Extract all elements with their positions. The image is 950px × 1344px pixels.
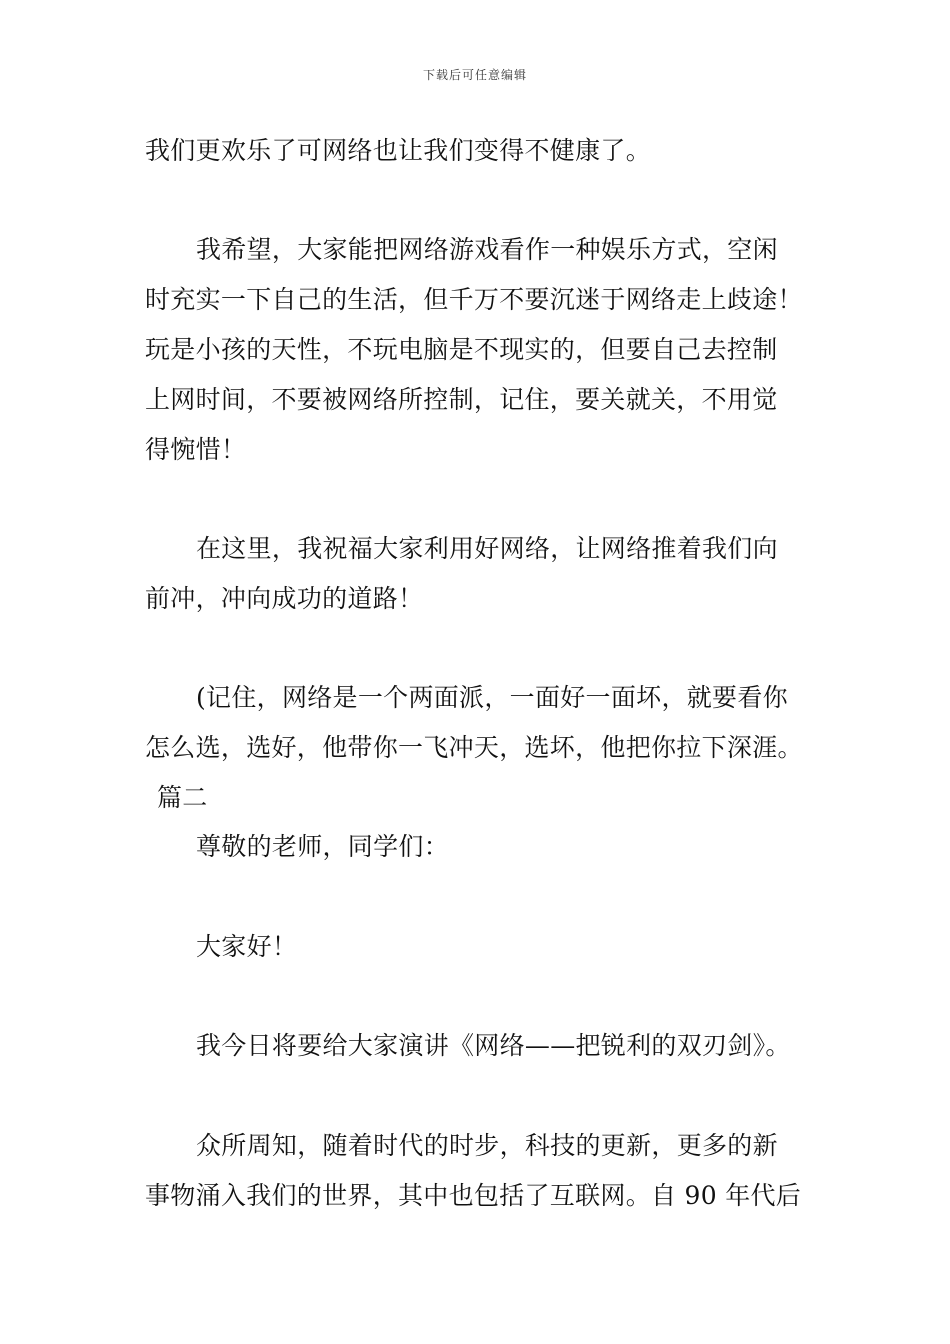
salutation: 尊敬的老师，同学们： xyxy=(196,832,450,861)
text-line: 上网时间，不要被网络所控制，记住，要关就关，不用觉 xyxy=(145,385,778,414)
greeting: 大家好！ xyxy=(196,932,298,961)
paragraph-start: (记住，网络是一个两面派，一面好一面坏，就要看你 xyxy=(196,683,788,712)
text-line: 前冲，冲向成功的道路！ xyxy=(145,584,424,613)
paragraph-start: 在这里，我祝福大家利用好网络，让网络推着我们向 xyxy=(196,534,778,563)
paragraph-start: 我今日将要给大家演讲《网络——把锐利的双刃剑》。 xyxy=(196,1031,791,1060)
page-header: 下载后可任意编辑 xyxy=(422,68,527,82)
text-line: 事物涌入我们的世界，其中也包括了互联网。自 90 年代后 xyxy=(145,1181,802,1210)
text-line: 怎么选，选好，他带你一飞冲天，选坏，他把你拉下深涯。 xyxy=(145,733,803,762)
paragraph-start: 众所周知，随着时代的时步，科技的更新，更多的新 xyxy=(196,1131,778,1160)
text-line: 我们更欢乐了可网络也让我们变得不健康了。 xyxy=(145,136,652,165)
text-line: 得惋惜！ xyxy=(145,435,247,464)
text-line: 时充实一下自己的生活，但千万不要沉迷于网络走上歧途！ xyxy=(145,285,803,314)
section-heading: 篇二 xyxy=(157,783,208,812)
text-line: 玩是小孩的天性，不玩电脑是不现实的，但要自己去控制 xyxy=(145,335,778,364)
paragraph-start: 我希望，大家能把网络游戏看作一种娱乐方式，空闲 xyxy=(196,235,778,264)
